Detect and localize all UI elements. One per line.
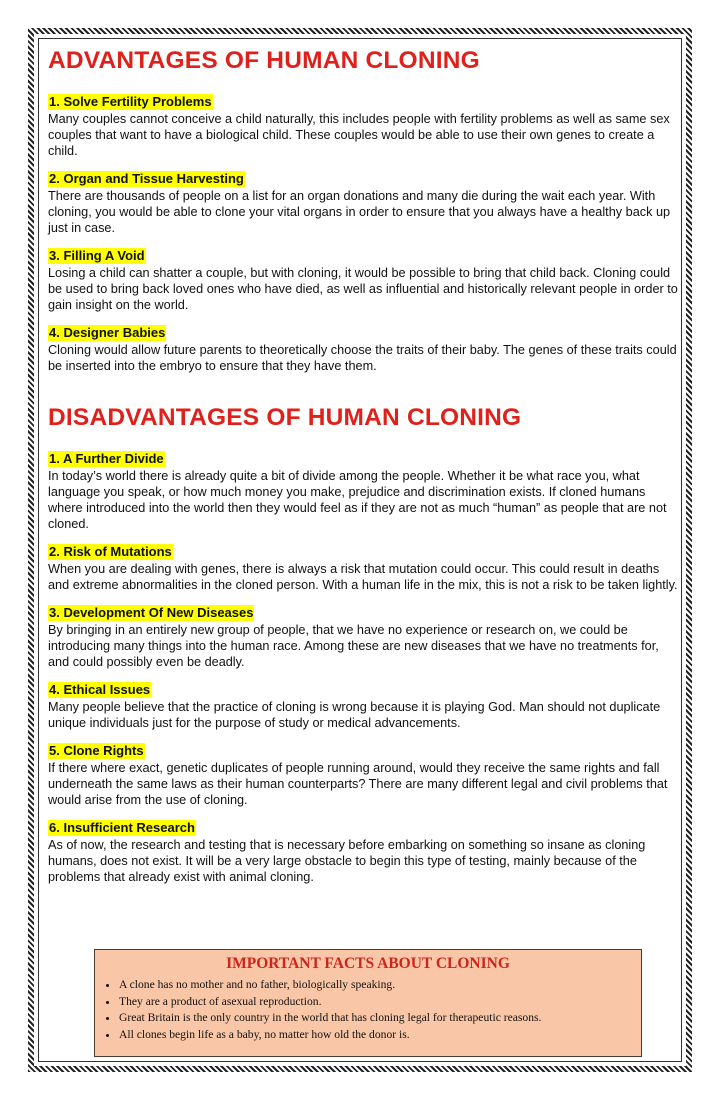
disadvantage-title: 5. Clone Rights	[49, 743, 144, 758]
advantage-body: Losing a child can shatter a couple, but with cloning, it would be possible to bring that child back. Cloning could be used to bring back loved ones who have died, as well as influential and historically relevant people in order to gain insight on the world.	[48, 266, 678, 312]
disadvantage-item	[48, 543, 680, 593]
advantage-item	[48, 93, 680, 159]
disadvantage-title: 3. Development Of New Diseases	[49, 605, 254, 620]
disadvantage-body: When you are dealing with genes, there is always a risk that mutation could occur. This could result in deaths and extreme abnormalities in the cloned person. With a human life in the mix, this is not a risk to be taken lightly.	[48, 562, 678, 592]
disadvantage-item	[48, 450, 680, 532]
advantage-title: 4. Designer Babies	[49, 325, 166, 340]
disadvantage-item	[48, 681, 680, 731]
advantage-item	[48, 324, 680, 374]
disadvantage-body: If there where exact, genetic duplicates of people running around, would they receive the same rights and fall underneath the same laws as their human counterparts? There are many different legal and civil problems that would arise from the use of cloning.	[48, 761, 668, 807]
disadvantage-body: In today’s world there is already quite a bit of divide among the people. Whether it be what race you, what language you speak, or how much money you make, prejudice and discrimination exists. If cloned humans where introduced into the world then they would feel as if they are not as much “human” as people that are not cloned.	[48, 469, 667, 531]
facts-title: IMPORTANT FACTS ABOUT CLONING	[226, 955, 510, 972]
disadvantage-item	[48, 819, 680, 885]
advantage-item	[48, 170, 680, 236]
disadvantages-heading: DISADVANTAGES OF HUMAN CLONING	[48, 404, 522, 431]
inner-frame	[38, 38, 682, 1062]
disadvantage-title: 1. A Further Divide	[49, 451, 164, 466]
advantage-body: There are thousands of people on a list for an organ donations and many die during the wait each year. With cloning, you would be able to clone your vital organs in order to ensure that you always have a healthy back up just in case.	[48, 189, 671, 235]
advantage-title: 2. Organ and Tissue Harvesting	[49, 171, 244, 186]
disadvantage-body: Many people believe that the practice of cloning is wrong because it is playing God. Man should not duplicate unique individuals just for the purpose of study or medical advancements.	[48, 700, 661, 730]
fact-item: • All clones begin life as a baby, no matter how old the donor is.	[119, 1027, 641, 1044]
advantages-heading: ADVANTAGES OF HUMAN CLONING	[48, 47, 480, 74]
fact-item: • A clone has no mother and no father, biologically speaking.	[119, 977, 641, 994]
advantage-item	[48, 247, 680, 313]
facts-list	[95, 977, 641, 1043]
disadvantage-item	[48, 742, 680, 808]
disadvantage-item	[48, 604, 680, 670]
disadvantage-title: 2. Risk of Mutations	[49, 544, 172, 559]
fact-item: • They are a product of asexual reproduction.	[119, 994, 641, 1011]
disadvantage-title: 6. Insufficient Research	[49, 820, 195, 835]
important-facts-box	[94, 949, 642, 1057]
advantage-body: Cloning would allow future parents to theoretically choose the traits of their baby. The genes of these traits could be inserted into the embryo to ensure that they have them.	[48, 343, 677, 373]
disadvantage-title: 4. Ethical Issues	[49, 682, 151, 697]
page-border	[28, 28, 692, 1072]
advantage-body: Many couples cannot conceive a child naturally, this includes people with fertility problems as well as same sex couples that want to have a biological child. These couples would be able to use their own genes to create a child.	[48, 112, 670, 158]
advantage-title: 1. Solve Fertility Problems	[49, 94, 212, 109]
document-body	[48, 47, 680, 896]
fact-item: • Great Britain is the only country in the world that has cloning legal for therapeutic reasons.	[119, 1010, 641, 1027]
advantage-title: 3. Filling A Void	[49, 248, 145, 263]
disadvantage-body: By bringing in an entirely new group of people, that we have no experience or research on, we could be introducing many things into the human race. Among these are new diseases that we have no treatments for, and could possibly even be deadly.	[48, 623, 659, 669]
disadvantage-body: As of now, the research and testing that is necessary before embarking on something so insane as cloning humans, does not exist. It will be a very large obstacle to begin this type of testing, mainly because of the problems that already exist with animal cloning.	[48, 838, 646, 884]
